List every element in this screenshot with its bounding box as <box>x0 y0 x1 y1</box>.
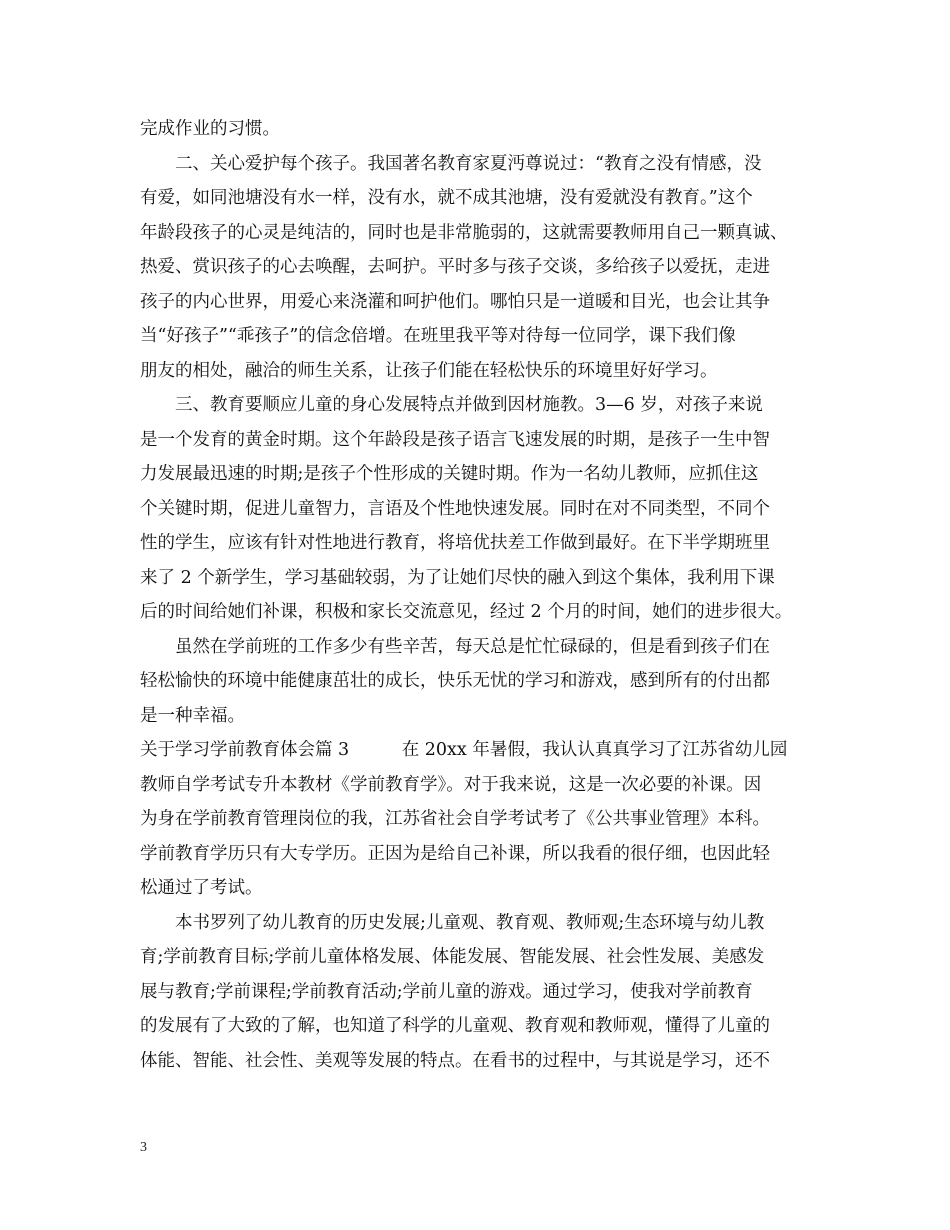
text-line: 展与教育;学前课程;学前教育活动;学前儿童的游戏。通过学习，使我对学前教育 <box>140 981 753 1002</box>
text-line: 是一种幸福。 <box>140 705 245 726</box>
text-line: 虽然在学前班的工作多少有些辛苦，每天总是忙忙碌碌的，但是看到孩子们在 <box>140 636 770 657</box>
text-line: 教师自学考试专升本教材《学前教育学》。对于我来说，这是一次必要的补课。因 <box>140 774 762 795</box>
text-line: 松通过了考试。 <box>140 878 263 898</box>
document-body <box>140 112 820 1078</box>
text-line: 育;学前教育目标;学前儿童体格发展、体能发展、智能发展、社会性发展、美感发 <box>140 947 765 967</box>
text-line: 为身在学前教育管理岗位的我，江苏省社会自学考试考了《公共事业管理》本科。 <box>140 809 770 829</box>
text-line: 当“好孩子”“乖孩子”的信念倍增。在班里我平等对待每一位同学，课下我们像 <box>140 326 736 346</box>
text-line: 个关键时期，促进儿童智力，言语及个性地快速发展。同时在对不同类型，不同个 <box>140 498 770 519</box>
text-line: 力发展最迅速的时期;是孩子个性形成的关键时期。作为一名幼儿教师，应抓住这 <box>140 464 759 484</box>
text-line: 来了 2 个新学生，学习基础较弱，为了让她们尽快的融入到这个集体，我利用下课 <box>140 567 775 588</box>
text-line: 有爱，如同池塘没有水一样，没有水，就不成其池塘，没有爱就没有教育。”这个 <box>140 188 753 208</box>
text-line: 朋友的相处，融洽的师生关系，让孩子们能在轻松快乐的环境里好好学习。 <box>140 360 718 381</box>
text-line: 本书罗列了幼儿教育的历史发展;儿童观、教育观、教师观;生态环境与幼儿教 <box>140 912 765 933</box>
text-line: 二、关心爱护每个孩子。我国著名教育家夏沔尊说过：“教育之没有情感，没 <box>140 153 762 174</box>
text-line: 体能、智能、社会性、美观等发展的特点。在看书的过程中，与其说是学习，还不 <box>140 1050 770 1071</box>
text-line: 是一个发育的黄金时期。这个年龄段是孩子语言飞速发展的时期，是孩子一生中智 <box>140 429 770 450</box>
page-number: 3 <box>140 1140 147 1155</box>
text-line: 关于学习学前教育体会篇 3 在 20xx 年暑假，我认认真真学习了江苏省幼儿园 <box>140 740 788 760</box>
text-line: 性的学生，应该有针对性地进行教育，将培优扶差工作做到最好。在下半学期班里 <box>140 533 770 553</box>
text-line: 的发展有了大致的了解，也知道了科学的儿童观、教育观和教师观，懂得了儿童的 <box>140 1016 770 1036</box>
text-line: 轻松愉快的环境中能健康茁壮的成长，快乐无忧的学习和游戏，感到所有的付出都 <box>140 671 770 691</box>
text-line: 三、教育要顺应儿童的身心发展特点并做到因材施教。3—6 岁，对孩子来说 <box>140 395 763 415</box>
text-line: 学前教育学历只有大专学历。正因为是给自己补课，所以我看的很仔细，也因此轻 <box>140 843 770 864</box>
text-line: 年龄段孩子的心灵是纯洁的，同时也是非常脆弱的，这就需要教师用自己一颗真诚、 <box>140 222 788 243</box>
text-line: 完成作业的习惯。 <box>140 119 280 139</box>
text-line: 孩子的内心世界，用爱心来浇灌和呵护他们。哪怕只是一道暖和目光，也会让其争 <box>140 291 770 312</box>
text-line: 热爱、赏识孩子的心去唤醒，去呵护。平时多与孩子交谈，多给孩子以爱抚，走进 <box>140 257 770 277</box>
text-line: 后的时间给她们补课，积极和家长交流意见，经过 2 个月的时间，她们的进步很大。 <box>140 602 793 622</box>
